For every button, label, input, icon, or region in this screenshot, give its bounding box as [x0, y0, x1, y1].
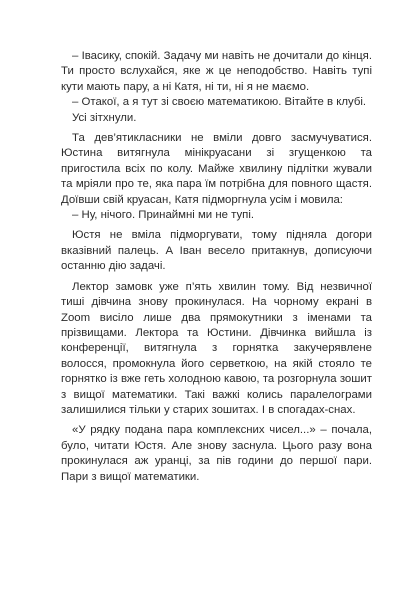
paragraph-complex-numbers: «У рядку подана пара комплексних чисел...» – почала, було, читати Юстя. Але знову заснула. Цього разу вона прокинулася аж уранці, за пів години до першої пари. Пари з вищої математики. — [61, 424, 372, 483]
paragraph-lecturer-silent: Лектор замовк уже п’ять хвилин тому. Від незвичної тиші дівчина знову прокинулася. На чорному екрані в Zoom висіло лише два прямокутники з іменами та прізвищами. Лектора та Юстини. Дівчинка вийшла із конференції, витягнула з горнятка закучерявлене волосся, промокнула його серветкою, на якій стояло те горнятко із вже геть холодною кавою, та розгорнула зошит з вищої математики. Такі важкі колись паралелограми залишилися тільки у старих зошитах. І в спогадах-снах. — [61, 280, 372, 416]
paragraph-croissants: Та дев’ятикласники не вміли довго засмучуватися. Юстина витягнула мінікруасани зі згущенкою та пригостила всіх по колу. Майже хвилину підлітки жували та мріяли про те, яка пара їм потрібна для повного щастя. Доївши свій круасан, Катя підморгнула усім і мовила: — [61, 132, 372, 206]
story-text — [61, 49, 372, 485]
paragraph-not-dumb: – Ну, нічого. Принаймні ми не тупі. — [72, 209, 255, 222]
paragraph-dialogue-ivasyk: – Івасику, спокій. Задачу ми навіть не дочитали до кінця. Ти просто вслухайся, яке ж це неподобство. Навіть тупі кути мають пару, а ні Катя, ні ти, ні я не маємо. — [61, 50, 372, 93]
paragraph-finger-up: Юстя не вміла підморгувати, тому підняла догори вказівний палець. А Іван весело притакнув, дописуючи останню дію задачі. — [61, 229, 372, 273]
paragraph-everyone-sighed: Усі зітхнули. — [72, 111, 137, 124]
paragraph-dialogue-math-club: – Отакої, а я тут зі своєю математикою. Вітайте в клубі. — [72, 96, 367, 109]
